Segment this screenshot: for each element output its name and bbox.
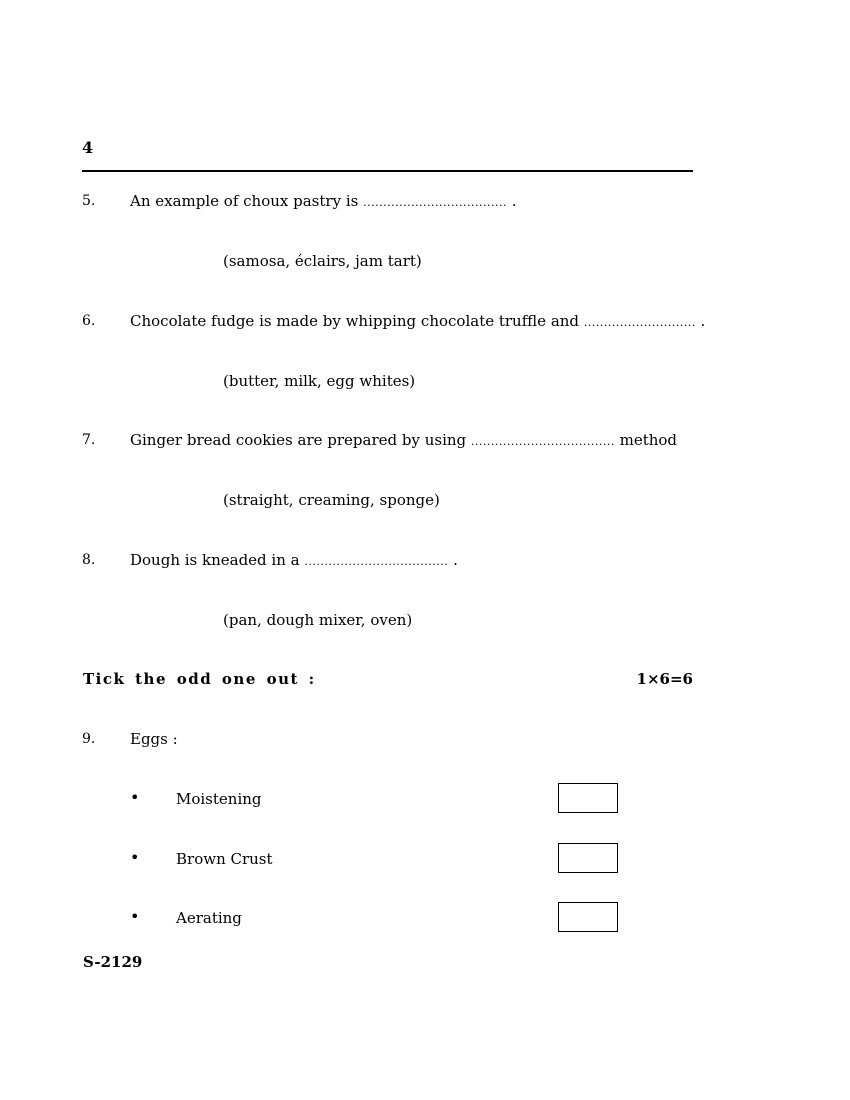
question-text-before: An example of choux pastry is [130, 192, 359, 210]
paper-code: S-2129 [83, 953, 143, 971]
question-options: (pan, dough mixer, oven) [223, 611, 413, 629]
section-marks: 1×6=6 [636, 670, 693, 688]
tick-box[interactable] [558, 783, 618, 813]
question-text-after: method [619, 431, 678, 449]
question-options: (samosa, éclairs, jam tart) [223, 252, 422, 270]
answer-blank: .................................... [470, 435, 615, 448]
question-text [130, 551, 458, 571]
question-text [130, 312, 705, 332]
question-text-after: . [511, 192, 517, 210]
question-number: 9. [82, 731, 96, 747]
question-text-before: Ginger bread cookies are prepared by using [130, 431, 467, 449]
question-text-before: Dough is kneaded in a [130, 551, 300, 569]
answer-blank: .................................... [363, 196, 507, 209]
section-heading: Tick the odd one out : [83, 670, 316, 688]
question-number: 6. [82, 313, 96, 329]
option-item: Brown Crust [176, 850, 273, 868]
question-number: 8. [82, 552, 96, 568]
header-rule [82, 170, 693, 172]
option-item: Moistening [176, 790, 262, 808]
question-number: 7. [82, 432, 96, 448]
answer-blank: .................................... [304, 555, 449, 568]
question-number: 5. [82, 193, 96, 209]
bullet-icon: • [130, 907, 140, 926]
question-text-before: Chocolate fudge is made by whipping chocolate truffle and [130, 312, 580, 330]
page-number: 4 [82, 138, 94, 157]
question-text-after: . [700, 312, 706, 330]
bullet-icon: • [130, 788, 140, 807]
tick-box[interactable] [558, 843, 618, 873]
question-options: (butter, milk, egg whites) [223, 372, 416, 390]
bullet-icon: • [130, 848, 140, 867]
option-item: Aerating [176, 909, 242, 927]
question-text-after: . [453, 551, 458, 569]
answer-blank: ............................ [583, 316, 696, 329]
tick-box[interactable] [558, 902, 618, 932]
question-text [130, 192, 517, 212]
question-text: Eggs : [130, 730, 178, 748]
question-options: (straight, creaming, sponge) [223, 491, 440, 509]
question-text [130, 431, 677, 451]
